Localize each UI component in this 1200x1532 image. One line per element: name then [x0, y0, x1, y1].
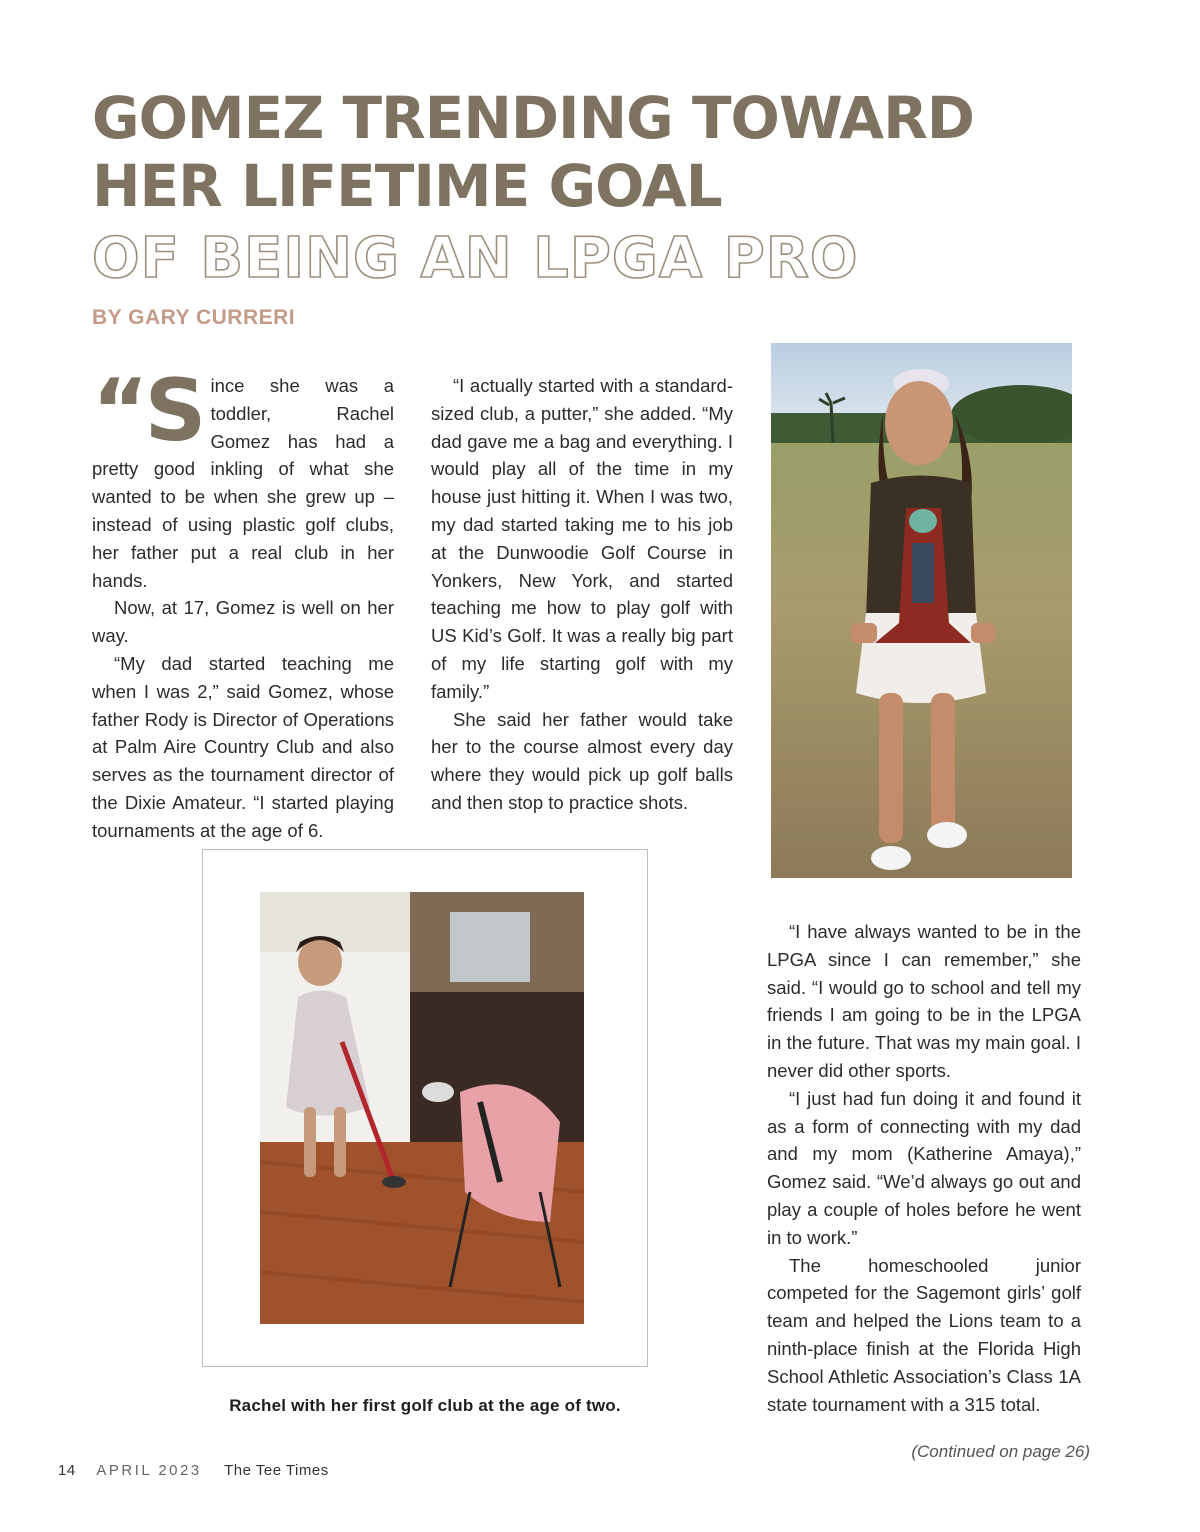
article-column-2 [431, 372, 733, 817]
paragraph-5: She said her father would take her to the course almost every day where they would pick up golf balls and then stop to practice shots. [431, 708, 733, 813]
article-column-1 [92, 361, 394, 845]
headline-line-1: GOMEZ TRENDING TOWARD [92, 84, 974, 152]
paragraph-1-text: ince she was a toddler, Rachel Gomez has had a pretty good inkling of what she wanted to be when she grew up – instead of using plastic golf clubs, her father put a real club in her hands. [92, 375, 394, 591]
paragraph-7: “I just had fun doing it and found it as a form of connecting with my dad and my mom (Katherine Amaya),” Gomez said. “We’d always go out and play a couple of holes before he went in to work.” [767, 1087, 1081, 1248]
headline-line-2: HER LIFETIME GOAL [92, 152, 722, 220]
paragraph-3: “My dad started teaching me when I was 2,” said Gomez, whose father Rody is Director of Operations at Palm Aire Country Club and also serves as the tournament director of the Dixie Amateur. “I started playing tournaments at the age of 6. [92, 652, 394, 841]
byline: BY GARY CURRERI [92, 306, 296, 329]
photo-toddler-with-golf-club [260, 892, 584, 1324]
paragraph-8: The homeschooled junior competed for the Sagemont girls’ golf team and helped the Lions team to a ninth-place finish at the Florida High School Athletic Association’s Class 1A state tournament with a 315 total. [767, 1254, 1081, 1415]
paragraph-1 [92, 361, 394, 594]
paragraph-4: “I actually started with a standard-sized club, a putter,” she added. “My dad gave me a bag and everything. I would play all of the time in my house just hitting it. When I was two, my dad started taking me to his job at the Dunwoodie Golf Course in Yonkers, New York, and started teaching me how to play golf with US Kid’s Golf. It was a really big part of my life starting golf with my family.” [431, 375, 733, 702]
continued-note: (Continued on page 26) [911, 1442, 1090, 1461]
page-footer [58, 1462, 329, 1479]
photo-rachel-with-trophy [771, 343, 1072, 878]
publication-name: The Tee Times [224, 1462, 329, 1479]
article-column-3 [767, 918, 1081, 1418]
page-number: 14 [58, 1462, 76, 1479]
paragraph-2: Now, at 17, Gomez is well on her way. [92, 597, 394, 647]
headline-line-3: OF BEING AN LPGA PRO [92, 226, 859, 291]
drop-cap: “S [92, 361, 203, 461]
headline [92, 84, 1132, 294]
photo-caption: Rachel with her first golf club at the age of two. [229, 1396, 621, 1415]
paragraph-6: “I have always wanted to be in the LPGA since I can remember,” she said. “I would go to school and tell my friends I am going to be in the LPGA in the future. That was my main goal. I never did other sports. [767, 921, 1081, 1081]
issue-date: APRIL 2023 [96, 1462, 202, 1479]
